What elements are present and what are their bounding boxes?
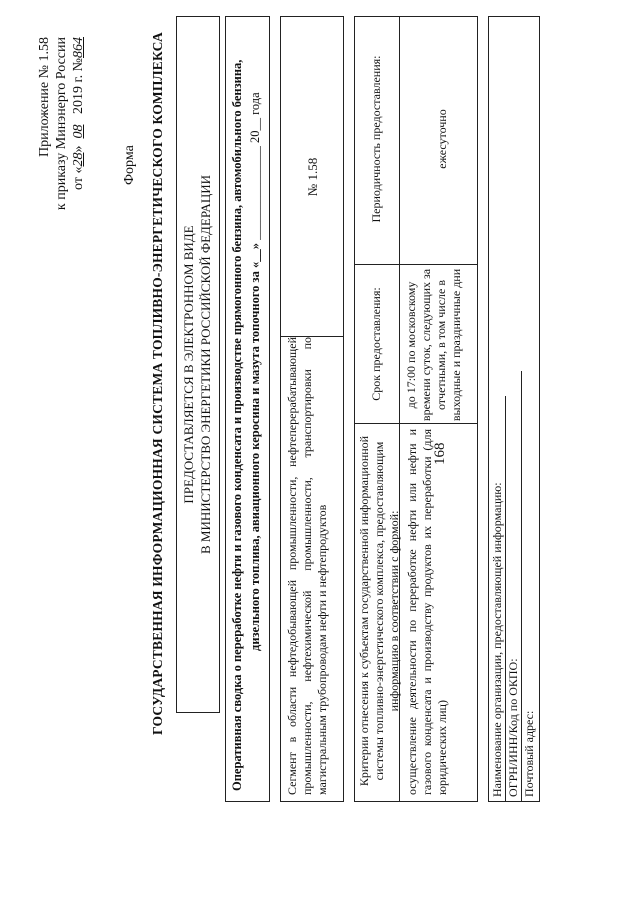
submission-line-1: ПРЕДОСТАВЛЯЕТСЯ В ЭЛЕКТРОННОМ ВИДЕ <box>181 225 196 504</box>
appendix-date-prefix: от « <box>71 166 86 190</box>
page-number: 168 <box>432 442 448 465</box>
appendix-date-sep: » <box>71 145 86 153</box>
report-title-line-1: Оперативная сводка о переработке нефти и газового конденсата и производстве прямогонного бензина, автомобильного бензина, <box>230 59 244 791</box>
appendix-order-number: 864 <box>71 37 86 58</box>
submission-box <box>176 16 220 713</box>
segment-text: Сегмент в области нефтедобывающей промышленности, нефтеперерабатывающей промышленности, нефтехимической промышленности, транспортировки по магистральным трубопроводам нефти и нефтепродуктов <box>285 337 329 795</box>
segment-box <box>280 16 344 802</box>
organization-name-label: Наименование организации, предоставляющей информацию: <box>490 482 504 797</box>
form-label: Форма <box>122 145 137 185</box>
appendix-line-3 <box>70 37 87 277</box>
report-period-blank: _______________ 20__ года <box>248 92 262 240</box>
cell-deadline: до 17:00 по московскому времени суток, следующих за отчетными, в том числе в выходные и праздничные дни <box>404 268 463 422</box>
cell-periodicity: ежесуточно <box>435 109 449 169</box>
report-title-line-2 <box>248 92 263 651</box>
table-col-divider-1 <box>355 423 477 424</box>
appendix-month: 08 <box>71 124 86 139</box>
appendix-header <box>36 37 87 277</box>
appendix-line-1: Приложение № 1.58 <box>37 37 52 157</box>
document-title: ГОСУДАРСТВЕННАЯ ИНФОРМАЦИОННАЯ СИСТЕМА ТОПЛИВНО-ЭНЕРГЕТИЧЕСКОГО КОМПЛЕКСА <box>150 32 165 735</box>
report-period-label: дизельного топлива, авиационного керосина и мазута топочного за «__» <box>248 243 262 651</box>
submission-line-2: В МИНИСТЕРСТВО ЭНЕРГЕТИКИ РОССИЙСКОЙ ФЕДЕРАЦИИ <box>198 175 213 554</box>
form-number: № 1.58 <box>305 157 320 197</box>
header-deadline: Срок предоставления: <box>369 287 383 401</box>
criteria-table <box>354 16 478 802</box>
report-title-box <box>225 16 270 802</box>
appendix-line-2: к приказу Минэнерго России <box>54 37 69 211</box>
header-periodicity: Периодичность предоставления: <box>369 55 383 223</box>
cell-criteria: осуществление деятельности по переработке нефти или нефти и газового конденсата и производству продуктов их переработки (для юридических лиц) <box>405 429 449 795</box>
organization-box <box>488 16 540 802</box>
appendix-order-label: г. № <box>71 58 86 83</box>
appendix-year: 2019 <box>71 86 86 115</box>
ogrn-label: ОГРН/ИНН/Код по ОКПО: <box>506 658 520 797</box>
header-criteria: Критерии отнесения к субъектам государственной информационной системы топливно-энергетического комплекса, предоставляющим информацию в соответствии с формой: <box>357 435 401 787</box>
appendix-day: 28 <box>71 152 86 167</box>
address-label: Почтовый адрес: <box>522 710 536 797</box>
table-col-divider-2 <box>355 264 477 265</box>
